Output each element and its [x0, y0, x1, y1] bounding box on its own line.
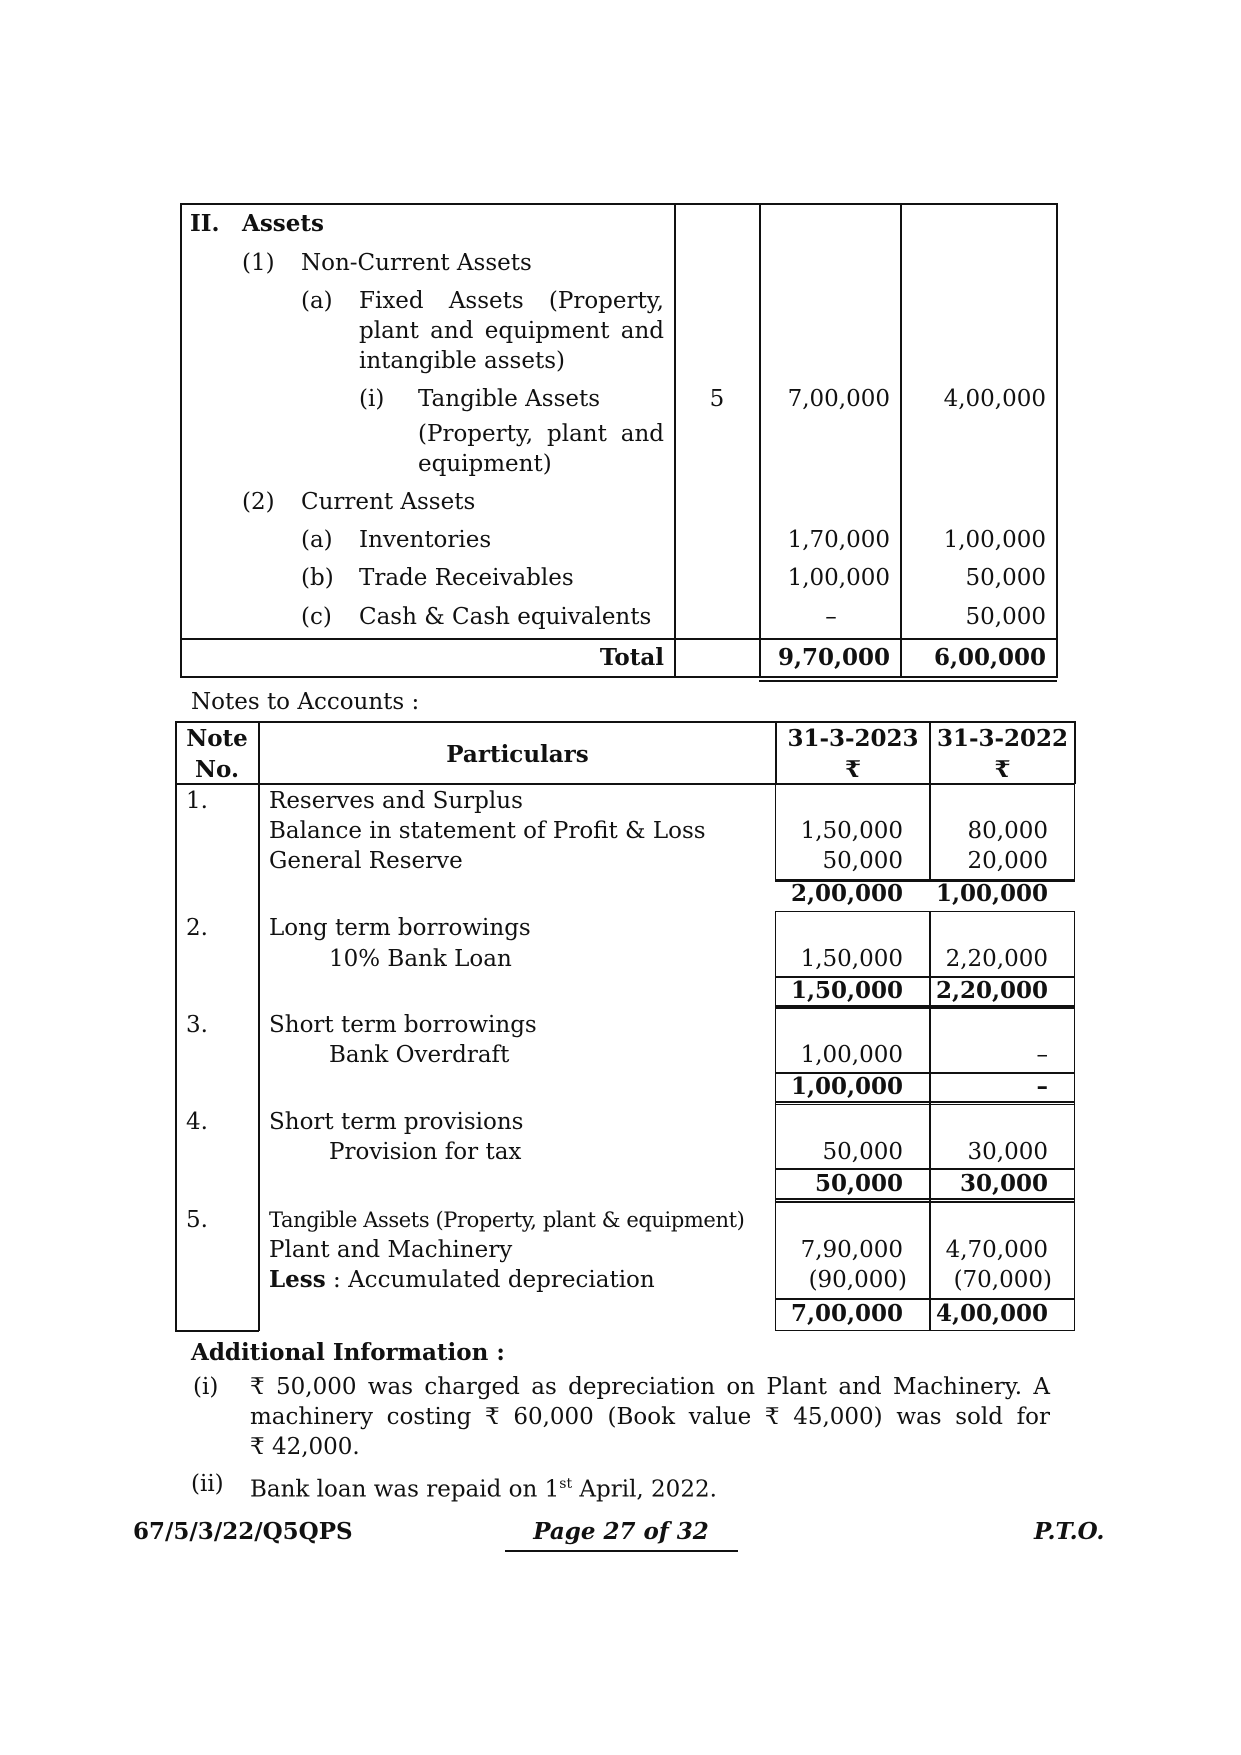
- note-1-row-2022: 80,000: [967, 818, 1048, 844]
- current-item-label: Inventories: [359, 527, 492, 553]
- header-note-no-2: No.: [195, 756, 239, 783]
- tangible-line-1: Tangible Assets: [418, 386, 601, 412]
- current-item-2023: 1,00,000: [787, 565, 890, 591]
- noncurrent-label: Non-Current Assets: [301, 250, 532, 276]
- note-4-row-2023: 50,000: [822, 1139, 903, 1165]
- current-item-label: Trade Receivables: [359, 565, 574, 591]
- current-item-2022: 1,00,000: [943, 527, 1046, 553]
- note-5-row-2-2023: (90,000): [808, 1267, 907, 1293]
- current-item-2022: 50,000: [965, 565, 1046, 591]
- page-number: Page 27 of 32: [533, 1518, 709, 1545]
- note-1-row-label: General Reserve: [269, 848, 463, 874]
- info-ii-num: (ii): [191, 1471, 224, 1497]
- current-item-num: (b): [301, 565, 334, 591]
- info-ii-text: [250, 1470, 717, 1504]
- note-3-total-2022: –: [1036, 1073, 1048, 1100]
- current-item-2022: 50,000: [965, 604, 1046, 630]
- less-keyword: Less: [269, 1266, 326, 1293]
- header-note-no-1: Note: [186, 725, 248, 752]
- info-i-line-2: machinery costing ₹ 60,000 (Book value ₹ 45,000) was sold for: [250, 1404, 1050, 1430]
- assets-total-2023: 9,70,000: [777, 644, 890, 671]
- note-3-row-label: Bank Overdraft: [329, 1042, 510, 1068]
- note-1-total-2022: 1,00,000: [935, 880, 1048, 907]
- notes-caption: Notes to Accounts :: [191, 689, 420, 715]
- note-5-row-1-2022: 4,70,000: [945, 1237, 1048, 1263]
- note-2-number: 2.: [186, 915, 208, 941]
- additional-heading: Additional Information :: [191, 1339, 505, 1366]
- info-ii-post: April, 2022.: [572, 1476, 717, 1503]
- info-ii-pre: Bank loan was repaid on 1: [250, 1476, 560, 1503]
- paper-code: 67/5/3/22/Q5QPS: [133, 1518, 353, 1545]
- pto-label: P.T.O.: [1034, 1518, 1105, 1545]
- note-1-total-2023: 2,00,000: [790, 880, 903, 907]
- noncurrent-num: (1): [242, 250, 275, 276]
- header-col1-date: 31-3-2023: [787, 725, 919, 752]
- current-item-2023: 1,70,000: [787, 527, 890, 553]
- current-item-2023: –: [825, 604, 837, 630]
- fixed-assets-line-1: Fixed Assets (Property,: [359, 288, 664, 314]
- note-4-title: Short term provisions: [269, 1109, 524, 1135]
- note-3-row-2023: 1,00,000: [800, 1042, 903, 1068]
- current-num: (2): [242, 489, 275, 515]
- note-4-number: 4.: [186, 1109, 208, 1135]
- info-ii-sup: st: [559, 1476, 573, 1492]
- current-item-label: Cash & Cash equivalents: [359, 604, 652, 630]
- assets-total-label: Total: [599, 644, 664, 671]
- current-label: Current Assets: [301, 489, 476, 515]
- info-i-line-1: ₹ 50,000 was charged as depreciation on Plant and Machinery. A: [250, 1374, 1050, 1400]
- assets-total-2022: 6,00,000: [933, 644, 1046, 671]
- note-5-row-1-label: Plant and Machinery: [269, 1237, 513, 1263]
- note-4-total-2022: 30,000: [959, 1170, 1048, 1197]
- info-i-num: (i): [193, 1374, 219, 1400]
- note-5-row-1-2023: 7,90,000: [800, 1237, 903, 1263]
- note-1-row-2023: 50,000: [822, 848, 903, 874]
- current-item-num: (a): [301, 527, 333, 553]
- note-5-row-2-2022: (70,000): [953, 1267, 1052, 1293]
- tangible-2022: 4,00,000: [943, 386, 1046, 412]
- tangible-num: (i): [359, 386, 385, 412]
- note-4-total-2023: 50,000: [814, 1170, 903, 1197]
- note-5-total-2022: 4,00,000: [935, 1300, 1048, 1327]
- note-3-title: Short term borrowings: [269, 1012, 537, 1038]
- fixed-assets-line-3: intangible assets): [359, 348, 565, 374]
- assets-heading-num: II.: [190, 210, 220, 237]
- fixed-assets-line-2: plant and equipment and: [359, 318, 664, 344]
- note-1-row-label: Balance in statement of Profit & Loss: [269, 818, 706, 844]
- note-4-row-2022: 30,000: [967, 1139, 1048, 1165]
- note-5-row-2-label: [269, 1266, 655, 1294]
- tangible-line-2: (Property, plant and: [418, 421, 664, 447]
- note-5-row-2-text: : Accumulated depreciation: [325, 1267, 655, 1293]
- header-particulars: Particulars: [446, 741, 589, 768]
- note-2-row-label: 10% Bank Loan: [329, 946, 512, 972]
- tangible-2023: 7,00,000: [787, 386, 890, 412]
- fixed-assets-num: (a): [301, 288, 333, 314]
- note-2-total-2022: 2,20,000: [935, 977, 1048, 1004]
- header-col2-date: 31-3-2022: [936, 725, 1069, 752]
- note-2-total-2023: 1,50,000: [790, 977, 903, 1004]
- note-2-row-2023: 1,50,000: [800, 946, 903, 972]
- note-3-total-2023: 1,00,000: [790, 1073, 903, 1100]
- info-i-line-3: ₹ 42,000.: [250, 1434, 360, 1460]
- note-5-total-2023: 7,00,000: [790, 1300, 903, 1327]
- tangible-note-ref: 5: [709, 386, 725, 412]
- note-1-row-2022: 20,000: [967, 848, 1048, 874]
- note-3-row-2022: –: [1036, 1042, 1048, 1068]
- tangible-line-3: equipment): [418, 451, 552, 477]
- header-col2-unit: ₹: [994, 756, 1011, 783]
- assets-heading: Assets: [242, 210, 324, 237]
- note-2-title: Long term borrowings: [269, 915, 531, 941]
- note-1-title: Reserves and Surplus: [269, 788, 523, 814]
- note-1-number: 1.: [186, 788, 208, 814]
- header-col1-unit: ₹: [844, 756, 861, 783]
- note-4-row-label: Provision for tax: [329, 1139, 522, 1165]
- note-5-title: Tangible Assets (Property, plant & equipment): [269, 1208, 745, 1232]
- note-5-number: 5.: [186, 1207, 208, 1233]
- current-item-num: (c): [301, 604, 332, 630]
- note-3-number: 3.: [186, 1012, 208, 1038]
- note-2-row-2022: 2,20,000: [945, 946, 1048, 972]
- note-1-row-2023: 1,50,000: [800, 818, 903, 844]
